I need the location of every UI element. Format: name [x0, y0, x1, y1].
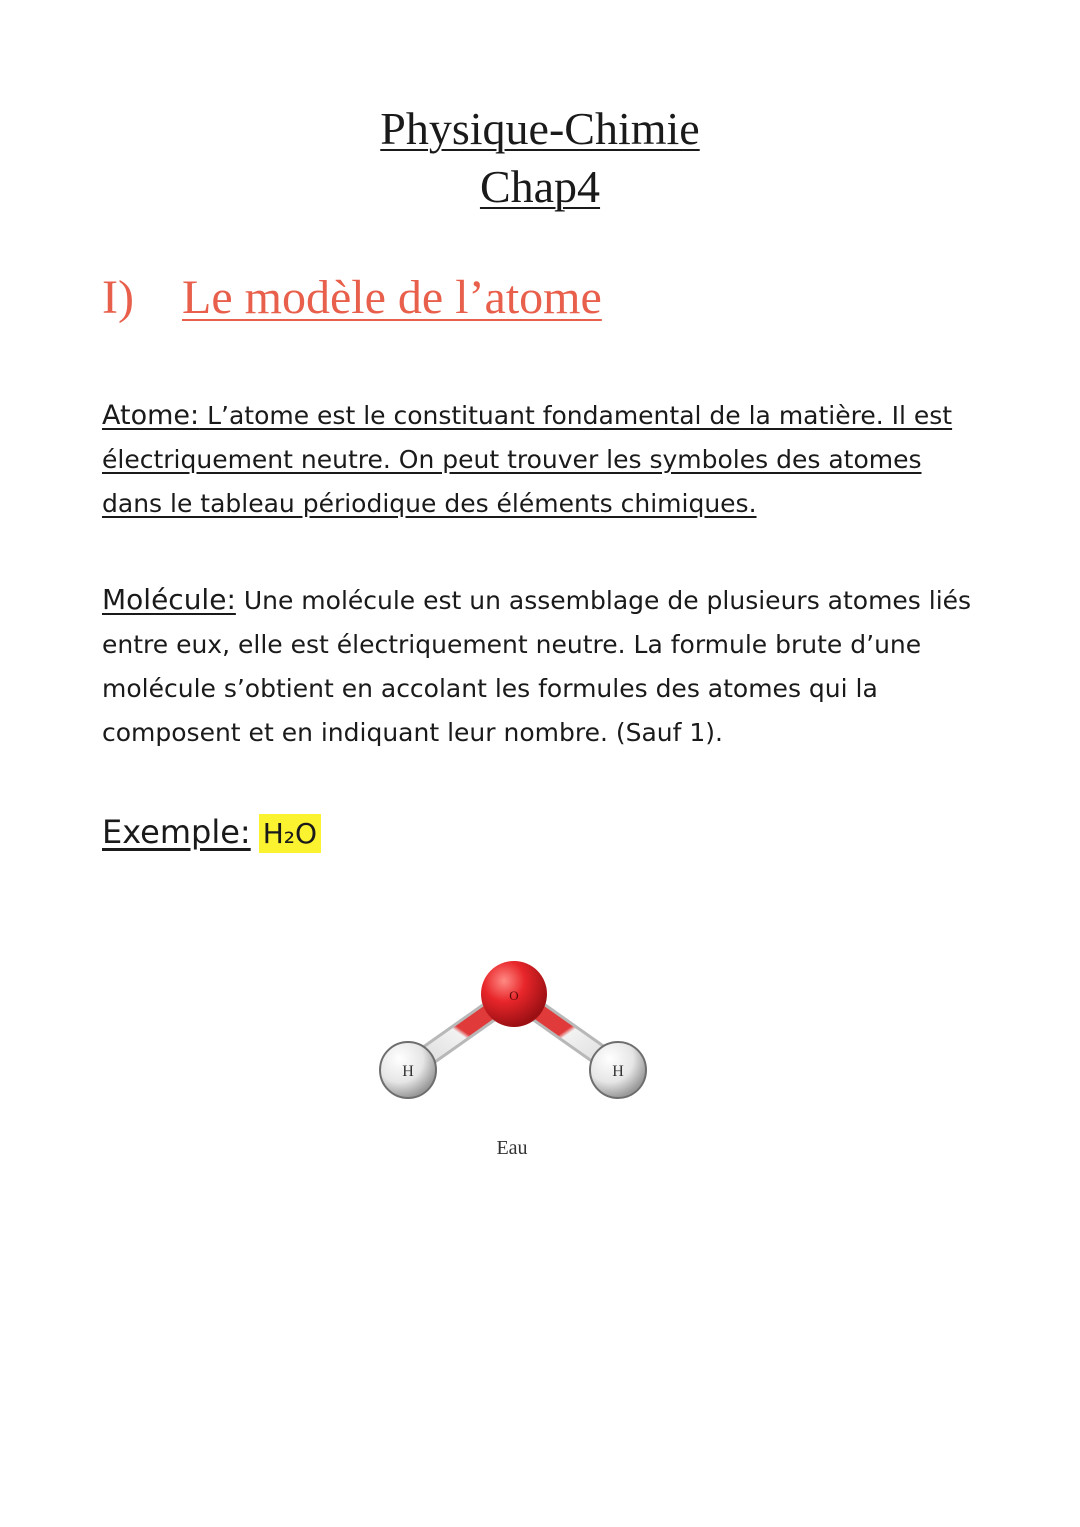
section-heading [102, 270, 602, 325]
definition-atome-term: Atome: [102, 400, 200, 431]
hydrogen-left-label: H [402, 1063, 414, 1080]
example-label: Exemple: [102, 813, 251, 851]
water-molecule-figure [360, 948, 670, 1178]
section-number: I) [102, 271, 134, 324]
hydrogen-right-label: H [612, 1063, 624, 1080]
title-block [0, 100, 1080, 216]
oxygen-label: O [509, 988, 519, 1003]
definition-atome [102, 394, 982, 526]
page-title: Physique-Chimie [380, 103, 700, 154]
chapter-subtitle: Chap4 [479, 161, 601, 212]
figure-caption: Eau [496, 1137, 528, 1159]
oxygen-atom [481, 961, 547, 1027]
definition-molecule-text: Une molécule est un assemblage de plusieurs atomes liés entre eux, elle est électriquement neutre. La formule brute d’une molécule s’obtient en accolant les formules des atomes qui la composent et en indiquant leur nombre. (Sauf 1). [102, 586, 972, 747]
water-molecule-diagram [360, 948, 670, 1178]
hydrogen-atom-right [590, 1042, 646, 1098]
example-formula-highlight: H₂O [259, 814, 321, 853]
definition-molecule-term: Molécule: [102, 583, 236, 616]
definition-atome-text: L’atome est le constituant fondamental de la matière. Il est électriquement neutre. On peut trouver les symboles des atomes dans le tableau périodique des éléments chimiques. [102, 401, 953, 518]
example-line [102, 806, 321, 860]
section-title: Le modèle de l’atome [182, 271, 602, 324]
hydrogen-atom-left [380, 1042, 436, 1098]
definition-molecule [102, 578, 982, 755]
